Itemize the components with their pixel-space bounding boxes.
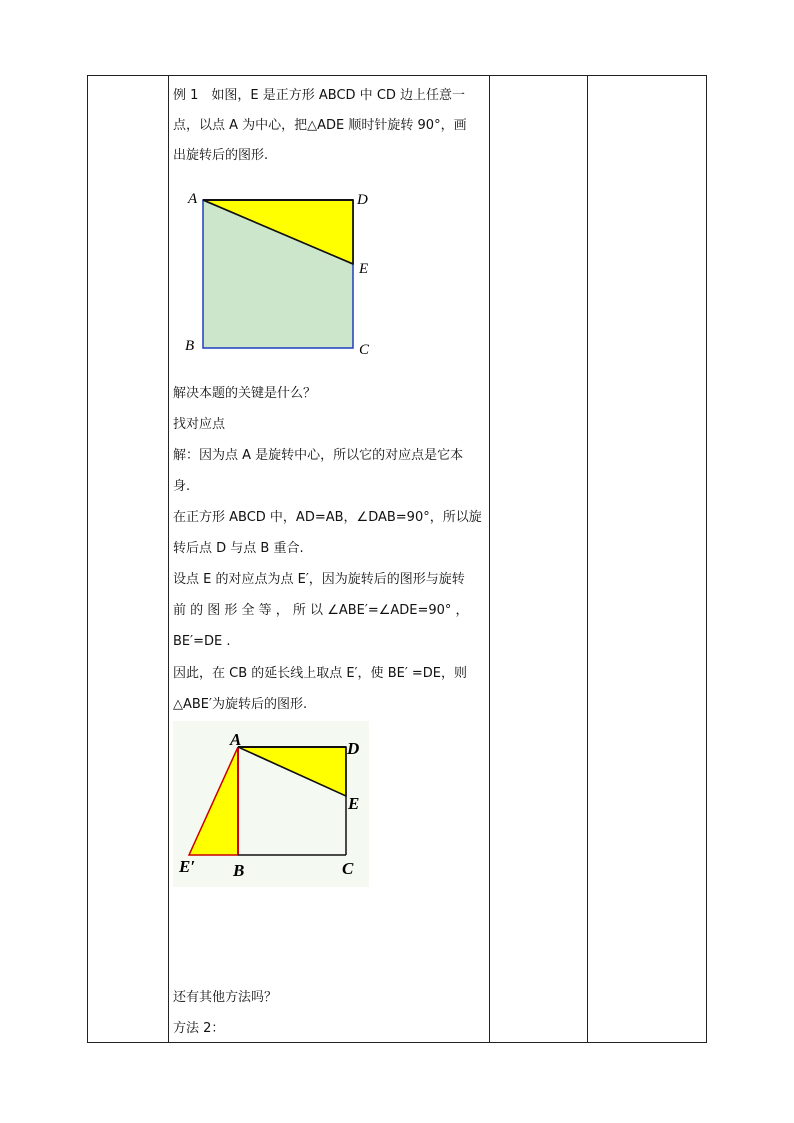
label-a: A <box>188 191 198 207</box>
label-a: A <box>230 730 242 749</box>
solution-line-9: △ABE′为旋转后的图形. <box>173 697 308 712</box>
question-text: 解决本题的关键是什么？ <box>173 386 317 401</box>
label-e: E <box>359 261 369 277</box>
rotation-figure-2 <box>173 721 369 887</box>
label-e: E <box>348 794 360 813</box>
solution-line-7: BE′=DE . <box>173 634 231 649</box>
label-e-prime: E′ <box>179 857 196 876</box>
solution-line-5: 设点 E 的对应点为点 E′，因为旋转后的图形与旋转 <box>173 572 465 587</box>
example-line-1: 例 1 如图，E 是正方形 ABCD 中 CD 边上任意一 <box>173 88 466 103</box>
method-2-heading: 方法 2： <box>173 1021 225 1036</box>
answer-text: 找对应点 <box>173 417 226 432</box>
other-methods-question: 还有其他方法吗？ <box>173 990 278 1005</box>
label-d: D <box>357 192 368 208</box>
table-column-divider <box>489 76 490 1042</box>
solution-line-1: 解：因为点 A 是旋转中心，所以它的对应点是它本 <box>173 448 464 463</box>
label-b: B <box>185 338 195 354</box>
solution-line-3: 在正方形 ABCD 中，AD=AB，∠DAB=90°，所以旋 <box>173 510 482 525</box>
example-line-3: 出旋转后的图形. <box>173 148 269 163</box>
table-column-divider <box>168 76 169 1042</box>
example-line-2: 点，以点 A 为中心，把△ADE 顺时针旋转 90°，画 <box>173 118 467 133</box>
label-c: C <box>342 859 354 878</box>
square-figure-1 <box>179 182 379 362</box>
label-b: B <box>233 861 245 880</box>
solution-line-2: 身. <box>173 479 191 494</box>
table-column-divider <box>587 76 588 1042</box>
solution-line-4: 转后点 D 与点 B 重合. <box>173 541 304 556</box>
figure-2-background <box>173 721 369 887</box>
solution-line-6: 前 的 图 形 全 等 ， 所 以 ∠ABE′=∠ADE=90° ， <box>173 603 469 618</box>
label-c: C <box>359 342 370 358</box>
solution-line-8: 因此，在 CB 的延长线上取点 E′，使 BE′ =DE，则 <box>173 666 468 681</box>
label-d: D <box>347 739 360 758</box>
